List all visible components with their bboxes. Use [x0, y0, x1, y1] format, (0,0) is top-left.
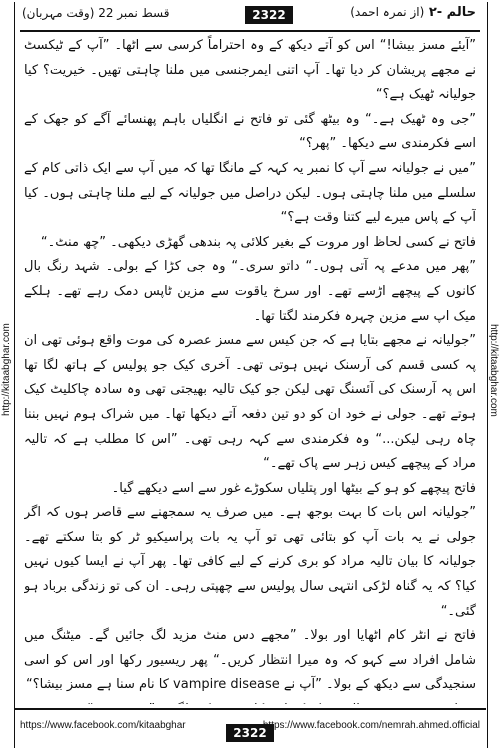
page-header: [20, 2, 480, 32]
footer-page-number: 2322: [226, 724, 274, 742]
paragraph: ”پھر میں مدعے پہ آتی ہوں۔“ داتو سری۔“ وہ جی کڑا کے بولی۔ شہد رنگ بال کانوں کے پیچھے اڑسے تھے۔ اور سرخ یاقوت سے مزین ٹاپس دمک رہے تھے۔ ہلکے میک اپ سے مزین چہرہ فکرمند لگتا تھا۔: [24, 259, 476, 324]
watermark-left[interactable]: http://kitaabghar.com: [1, 323, 12, 417]
paragraph: ”میں نے جولیانہ سے آپ کا نمبر یہ کہہ کے مانگا تھا کہ میں آپ سے ایک ذاتی کام کے سلسلے میں ملنا چاہتی ہوں۔ لیکن دراصل میں جولیانہ کے لیے ملنا چاہتی ہوں۔ کیا آپ کے پاس میرے لیے کتنا وقت ہے؟“: [24, 160, 476, 226]
page-number-badge: 2322: [245, 6, 293, 24]
author-text: (از نمرہ احمد): [350, 5, 425, 19]
facebook-link-kitaabghar[interactable]: https://www.facebook.com/kitaabghar: [20, 720, 186, 731]
title-text: حالم -۲: [428, 5, 476, 20]
episode-label: قسط نمبر 22 (وقت مہربان): [22, 6, 170, 20]
story-body: [24, 34, 476, 704]
paragraph: ”جولیانہ نے مجھے بتایا ہے کہ جن کیس سے مسز عصرہ کی موت واقع ہوئی تھی ان پہ کسی قسم کی آرسنک نہیں ہوتی تھی۔ آخری کیک جو پولیس کے ہاتھ لگا تھا اس پہ آرسنک کی آئسنگ تھی لیکن جو کیک تالیہ بھیجتی تھی وہ سادہ چاکلیٹ کیک ہوتے تھے۔ جولی نے خود ان کو دو تین دفعہ آتے دیکھا تھا۔ میں شراک ہوم نہیں بننا چاہ رہی لیکن...“ وہ فکرمندی سے کہہ رہی تھی۔ ”اس کا مطلب ہے کہ تالیہ مراد کے پیچھے کیس زہر سے پاک تھے۔“: [24, 333, 476, 472]
paragraph: ”جولیانہ اس بات کا بہت بوجھ ہے۔ میں صرف یہ سمجھنے سے قاصر ہوں کہ اگر جولی نے یہ بات آپ کو بتائی تھی تو آپ یہ بات پراسیکیو ٹر کو بتا سکتے تھے۔ جولیانہ کا بیان تالیہ مراد کو بری کرنے کے لیے کافی تھا۔ پھر آپ نے ایسا کیوں نہیں کیا؟ کہ یہ گناہ لڑکی انتہی سال پولیس سے چھپتی رہی۔ ان کی تو زندگی برباد ہو گئی۔“: [24, 505, 476, 619]
page-footer: [14, 708, 486, 750]
paragraph: فاتح نے انٹر کام اٹھایا اور بولا۔ ”مجھے دس منٹ مزید لگ جائیں گے۔ میٹنگ میں شامل افراد سے کہو کہ وہ میرا انتظار کریں۔“ پھر ریسیور رکھا اور اس کو اسی سنجیدگی سے دیکھ کے بولا۔ ”آپ نے vampire disease کا نام سنا ہے مسز بیشا؟“: [24, 628, 476, 693]
watermark-right[interactable]: http://kitaabghar.com: [488, 323, 499, 417]
facebook-link-author[interactable]: https://www.facebook.com/nemrah.ahmed.official: [262, 720, 480, 731]
paragraph: فاتح پیچھے کو ہو کے بیٹھا اور پتلیاں سکوڑے غور سے اسے دیکھے گیا۔: [111, 480, 476, 496]
paragraph: ”آیئے مسز بیشا!“ اس کو آتے دیکھ کے وہ احتراماً کرسی سے اٹھا۔ ”آپ کے ٹیکسٹ نے مجھے پریشان کر دیا تھا۔ آپ اتنی ایمرجنسی میں ملنا چاہتی تھیں۔ خیریت؟ کیا جولیانہ ٹھیک ہے؟“: [24, 38, 476, 103]
paragraph: [24, 698, 476, 704]
book-title: [350, 5, 476, 20]
paragraph: ”جی وہ ٹھیک ہے۔“ وہ بیٹھ گئی تو فاتح نے انگلیاں باہم پھنسائے آگے کو جھک کے اسے فکرمندی سے دیکھا۔ ”پھر؟“: [24, 111, 476, 152]
paragraph: فاتح نے کسی لحاظ اور مروت کے بغیر کلائی پہ بندھی گھڑی دیکھی۔ ”چھ منٹ۔“: [40, 234, 476, 250]
